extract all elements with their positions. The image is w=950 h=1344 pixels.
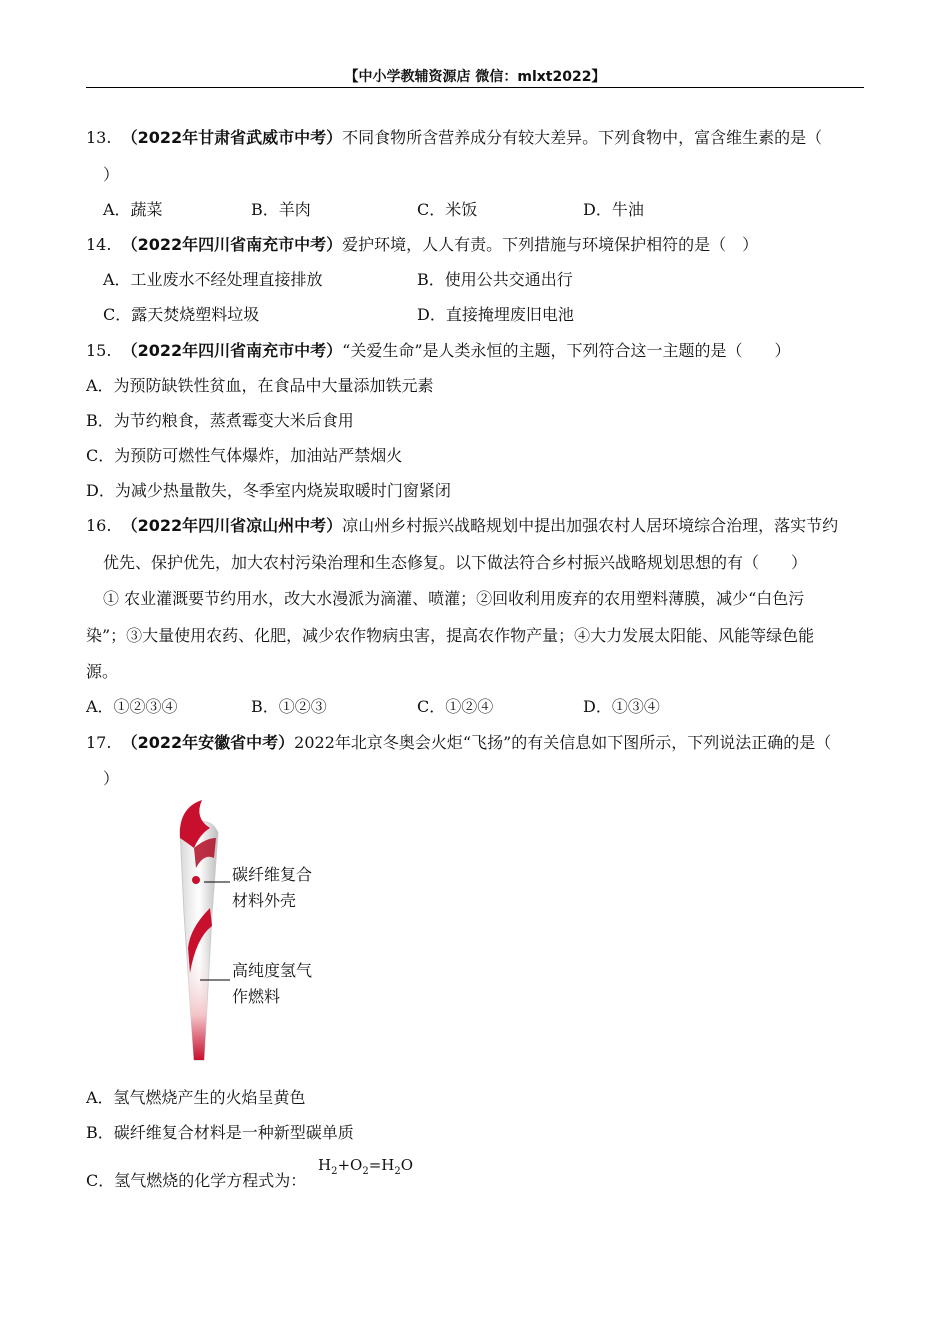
question-17-stem [86,733,831,753]
torch-label-shell [232,862,312,914]
question-text: 2022年北京冬奥会火炬“飞扬”的有关信息如下图所示，下列说法正确的是（ [294,733,832,752]
question-16-body-line2: 染”；③大量使用农药、化肥，减少农作物病虫害，提高农作物产量；④大力发展太阳能、风能等绿色能 [86,626,815,645]
emblem-icon [192,876,200,884]
option-d: D．为减少热量散失，冬季室内烧炭取暖时门窗紧闭 [86,481,451,500]
question-15-stem [86,341,791,361]
header-rule [86,87,864,88]
option-b: B．羊肉 [251,200,311,219]
question-source: （2022年四川省南充市中考） [121,341,343,360]
question-17-stem-end: ） [103,769,120,788]
question-number: 15. [86,341,112,360]
torch-figure [150,798,350,1068]
option-c: C．氢气燃烧的化学方程式为： [86,1171,307,1190]
question-number: 14. [86,235,112,254]
question-number: 16. [86,516,112,535]
question-16-stem-line2: 优先、保护优先，加大农村污染治理和生态修复。以下做法符合乡村振兴战略规划思想的有（ ） [103,553,808,572]
option-a: A．为预防缺铁性贫血，在食品中大量添加铁元素 [86,376,434,395]
question-16-body-line1: ① 农业灌溉要节约用水，改大水漫派为滴灌、喷灌；②回收利用废弃的农用塑料薄膜，减少“白色污 [103,589,805,608]
option-b: B．①②③ [251,697,327,716]
option-c: C．①②④ [417,697,494,716]
option-b: B．碳纤维复合材料是一种新型碳单质 [86,1123,354,1142]
torch-label-text: 碳纤维复合 [232,865,313,884]
page-header: 【中小学教辅资源店 微信：mlxt2022】 [344,69,606,85]
option-c: C．米饭 [417,200,478,219]
chemical-equation: $H_2+O_2=H_2O$ [318,1156,414,1177]
question-text: “关爱生命”是人类永恒的主题，下列符合这一主题的是（ ） [342,341,791,360]
option-d: D．牛油 [583,200,644,219]
question-text: 凉山州乡村振兴战略规划中提出加强农村人居环境综合治理，落实节约 [342,516,839,535]
torch-label-text: 高纯度氢气 [232,961,313,980]
option-a: A．工业废水不经处理直接排放 [103,270,323,289]
torch-illustration [150,798,350,1068]
question-source: （2022年甘肃省武威市中考） [121,128,343,147]
option-c: C．为预防可燃性气体爆炸，加油站严禁烟火 [86,446,403,465]
torch-label-fuel [232,958,312,1010]
question-14-stem [86,235,758,255]
option-d: D．直接掩埋废旧电池 [417,305,574,324]
question-16-body-line3: 源。 [86,662,119,681]
question-text: 不同食物所含营养成分有较大差异。下列食物中，富含维生素的是（ [342,128,823,147]
option-c: C．露天焚烧塑料垃圾 [103,305,260,324]
torch-label-text: 材料外壳 [232,891,297,910]
question-source: （2022年安徽省中考） [121,733,295,752]
question-source: （2022年四川省南充市中考） [121,235,343,254]
question-number: 13. [86,128,112,147]
torch-label-text: 作燃料 [232,987,281,1006]
option-a: A．蔬菜 [103,200,163,219]
question-text: 爱护环境，人人有责。下列措施与环境保护相符的是（ ） [342,235,759,254]
option-a: A．①②③④ [86,697,178,716]
question-13-stem [86,128,822,148]
option-d: D．①③④ [583,697,660,716]
option-b: B．使用公共交通出行 [417,270,573,289]
question-source: （2022年四川省凉山州中考） [121,516,343,535]
question-number: 17. [86,733,112,752]
option-b: B．为节约粮食，蒸煮霉变大米后食用 [86,411,354,430]
question-13-stem-end: ） [103,165,120,184]
option-a: A．氢气燃烧产生的火焰呈黄色 [86,1088,306,1107]
question-16-stem [86,516,838,536]
